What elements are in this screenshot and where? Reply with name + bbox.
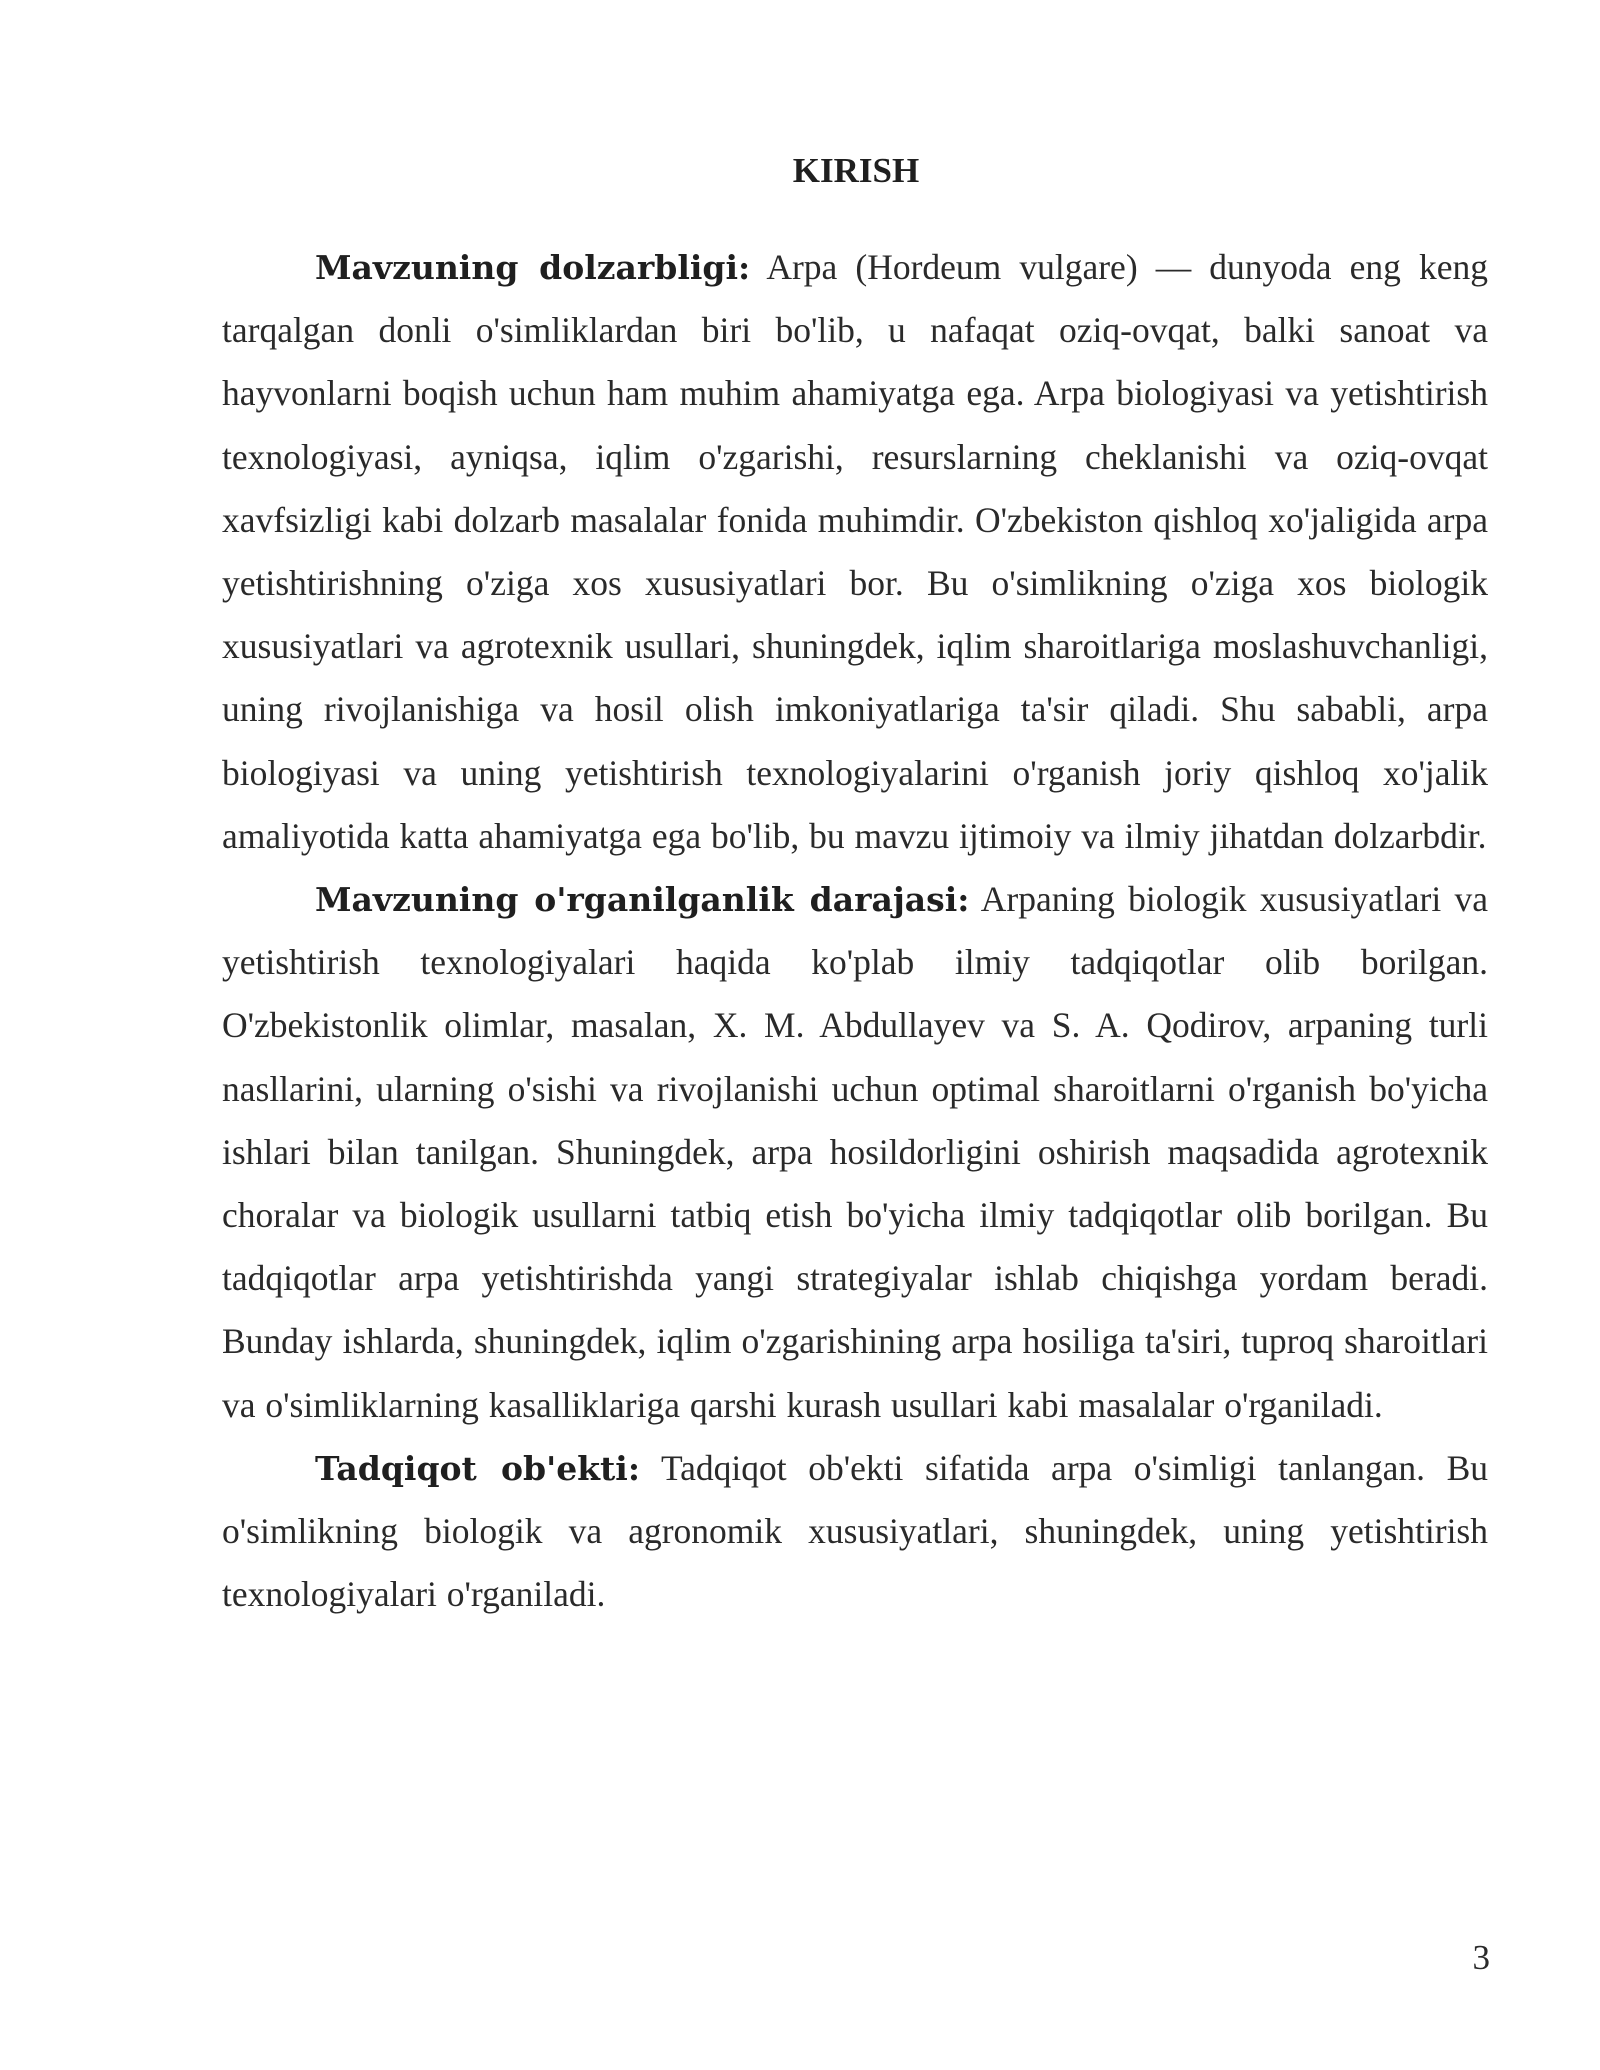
section-text: Tadqiqot ob'ekti sifatida arpa o'simligi tanlangan. Bu o'simlikning biologik va agronomik xususiyatlari, shuningdek, uning yetishtirish texnologiyalari o'rganiladi.: [222, 1447, 1488, 1615]
page-title: KIRISH: [792, 151, 920, 190]
section-research-object: [222, 1437, 1488, 1627]
section-text: Arpa (Hordeum vulgare) — dunyoda eng keng tarqalgan donli o'simliklardan biri bo'lib, u nafaqat oziq-ovqat, balki sanoat va hayvonlarni boqish uchun ham muhim ahamiyatga ega. Arpa biologiyasi va yetishtirish texnologiyasi, ayniqsa, iqlim o'zgarishi, resurslarning cheklanishi va oziq-ovqat xavfsizligi kabi dolzarb masalalar fonida muhimdir. O'zbekiston qishloq xo'jaligida arpa yetishtirishning o'ziga xos xususiyatlari bor. Bu o'simlikning o'ziga xos biologik xususiyatlari va agrotexnik usullari, shuningdek, iqlim sharoitlariga moslashuvchanligi, uning rivojlanishiga va hosil olish imkoniyatlariga ta'sir qiladi. Shu sababli, arpa biologiyasi va uning yetishtirish texnologiyalarini o'rganish joriy qishloq xo'jalik amaliyotida katta ahamiyatga ega bo'lib, bu mavzu ijtimoiy va ilmiy jihatdan dolzarbdir.: [222, 247, 1488, 856]
section-text: Arpaning biologik xususiyatlari va yetishtirish texnologiyalari haqida ko'plab ilmiy tadqiqotlar olib borilgan. O'zbekistonlik olimlar, masalan, X. M. Abdullayev va S. A. Qodirov, arpaning turli nasllarini, ularning o'sishi va rivojlanishi uchun optimal sharoitlarni o'rganish bo'yicha ishlari bilan tanilgan. Shuningdek, arpa hosildorligini oshirish maqsadida agrotexnik choralar va biologik usullarni tatbiq etish bo'yicha ilmiy tadqiqotlar olib borilgan. Bu tadqiqotlar arpa yetishtirishda yangi strategiyalar ishlab chiqishga yordam beradi. Bunday ishlarda, shuningdek, iqlim o'zgarishining arpa hosiliga ta'siri, tuproq sharoitlari va o'simliklarning kasalliklariga qarshi kurash usullari kabi masalalar o'rganiladi.: [222, 879, 1488, 1425]
section-label: Mavzuning o'rganilganlik darajasi:: [315, 880, 970, 920]
page-number: 3: [1472, 1938, 1490, 1977]
document-body: [222, 236, 1488, 1626]
section-label: Mavzuning dolzarbligi:: [315, 248, 751, 287]
section-relevance: [222, 236, 1488, 868]
section-label: Tadqiqot ob'ekti:: [315, 1448, 641, 1488]
section-research-level: [222, 868, 1488, 1437]
